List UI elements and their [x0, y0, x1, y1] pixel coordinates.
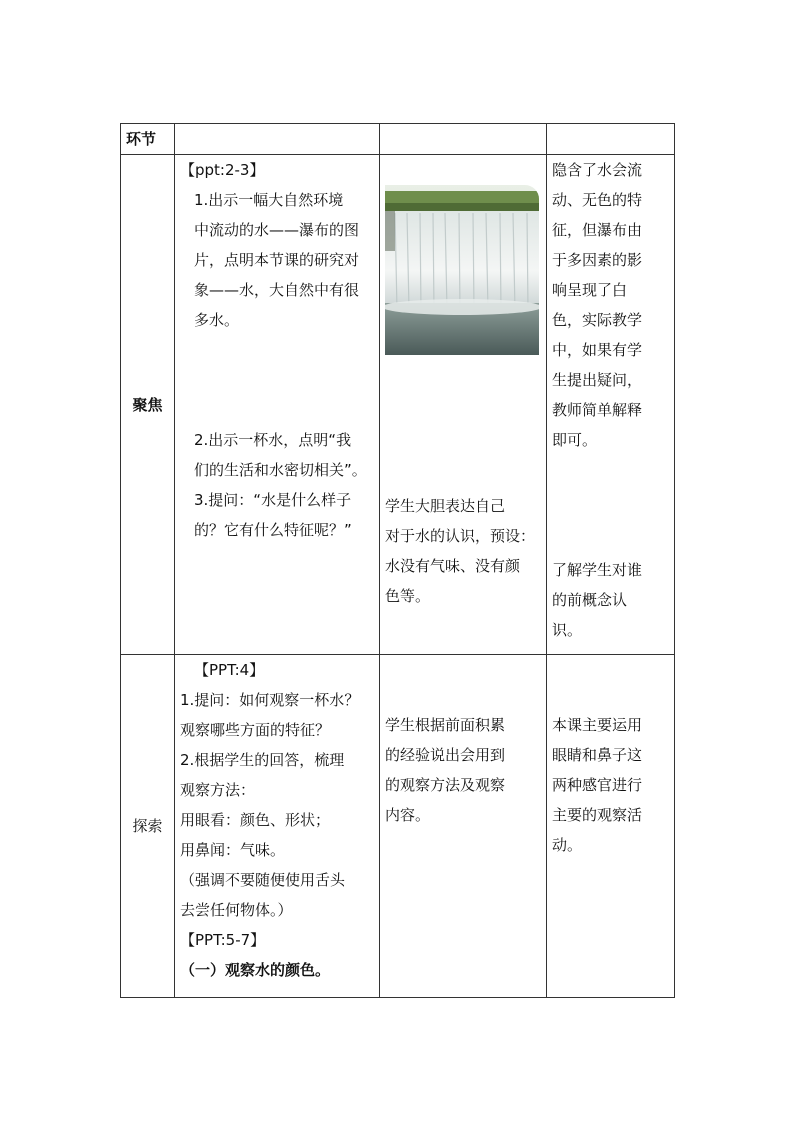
text-line: 色等。 [385, 587, 431, 605]
text-line: 们的生活和水密切相关”。 [194, 461, 367, 479]
text-line: 2.出示一杯水，点明“我 [194, 431, 352, 449]
text-line: 的？它有什么特征呢？” [194, 521, 352, 539]
text-line: 即可。 [552, 431, 598, 449]
text-line: 【PPT:5-7】 [180, 931, 266, 949]
text-line: 片，点明本节课的研究对 [194, 251, 360, 269]
text-line: 识。 [552, 621, 583, 639]
text-line: 【ppt:2-3】 [180, 161, 265, 179]
text-line: 教师简单解释 [552, 401, 643, 419]
teacher-activity-explore [175, 655, 380, 998]
text-line: 的经验说出会用到 [385, 746, 506, 764]
text-line: 【PPT:4】 [194, 661, 265, 679]
text-line: （强调不要随便使用舌头 [180, 871, 346, 889]
text-line: 1.提问：如何观察一杯水？ [180, 691, 360, 709]
header-cell-3 [380, 124, 547, 155]
stage-focus: 聚焦 [121, 155, 175, 655]
text-line: 多水。 [194, 311, 240, 329]
text-line: 水没有气味、没有颜 [385, 557, 521, 575]
text-line: 的观察方法及观察 [385, 776, 506, 794]
text-line: 动。 [552, 836, 583, 854]
text-line: 3.提问：“水是什么样子 [194, 491, 352, 509]
text-line: （一）观察水的颜色。 [180, 961, 331, 979]
text-line: 两种感官进行 [552, 776, 643, 794]
text-line: 眼睛和鼻子这 [552, 746, 643, 764]
header-cell-4 [547, 124, 675, 155]
text-line: 征，但瀑布由 [552, 221, 643, 239]
text-line: 了解学生对谁 [552, 561, 643, 579]
text-line: 的前概念认 [552, 591, 628, 609]
text-line: 动、无色的特 [552, 191, 643, 209]
header-cell-2 [175, 124, 380, 155]
stage-explore: 探索 [121, 655, 175, 998]
student-activity-explore [380, 655, 547, 998]
text-line: 观察方法： [180, 781, 256, 799]
table-header-row [121, 124, 675, 155]
header-stage-cell [121, 124, 175, 155]
text-line: 中流动的水——瀑布的图 [194, 221, 360, 239]
text-line: 学生大胆表达自己 [385, 497, 506, 515]
text-line: 响呈现了白 [552, 281, 628, 299]
lesson-plan-table [120, 123, 675, 998]
text-line: 1.出示一幅大自然环境 [194, 191, 344, 209]
table-row-explore [121, 655, 675, 998]
text-line: 对于水的认识，预设： [385, 527, 536, 545]
student-activity-focus [380, 155, 547, 655]
teacher-activity-focus [175, 155, 380, 655]
text-line: 隐含了水会流 [552, 161, 643, 179]
design-notes-focus [547, 155, 675, 655]
table-row-focus [121, 155, 675, 655]
text-line: 2.根据学生的回答，梳理 [180, 751, 345, 769]
text-line: 观察哪些方面的特征？ [180, 721, 331, 739]
text-line: 去尝任何物体。） [180, 901, 293, 919]
text-line: 主要的观察活 [552, 806, 643, 824]
text-line: 内容。 [385, 806, 431, 824]
text-line: 色，实际教学 [552, 311, 643, 329]
text-line: 象——水，大自然中有很 [194, 281, 360, 299]
header-stage-label: 环节 [126, 130, 157, 148]
text-line: 学生根据前面积累 [385, 716, 506, 734]
text-line: 中，如果有学 [552, 341, 643, 359]
text-line: 本课主要运用 [552, 716, 643, 734]
text-line: 用眼看：颜色、形状； [180, 811, 331, 829]
waterfall-photo-icon [385, 185, 539, 355]
text-line: 生提出疑问， [552, 371, 643, 389]
design-notes-explore [547, 655, 675, 998]
text-line: 于多因素的影 [552, 251, 643, 269]
text-line: 用鼻闻：气味。 [180, 841, 286, 859]
